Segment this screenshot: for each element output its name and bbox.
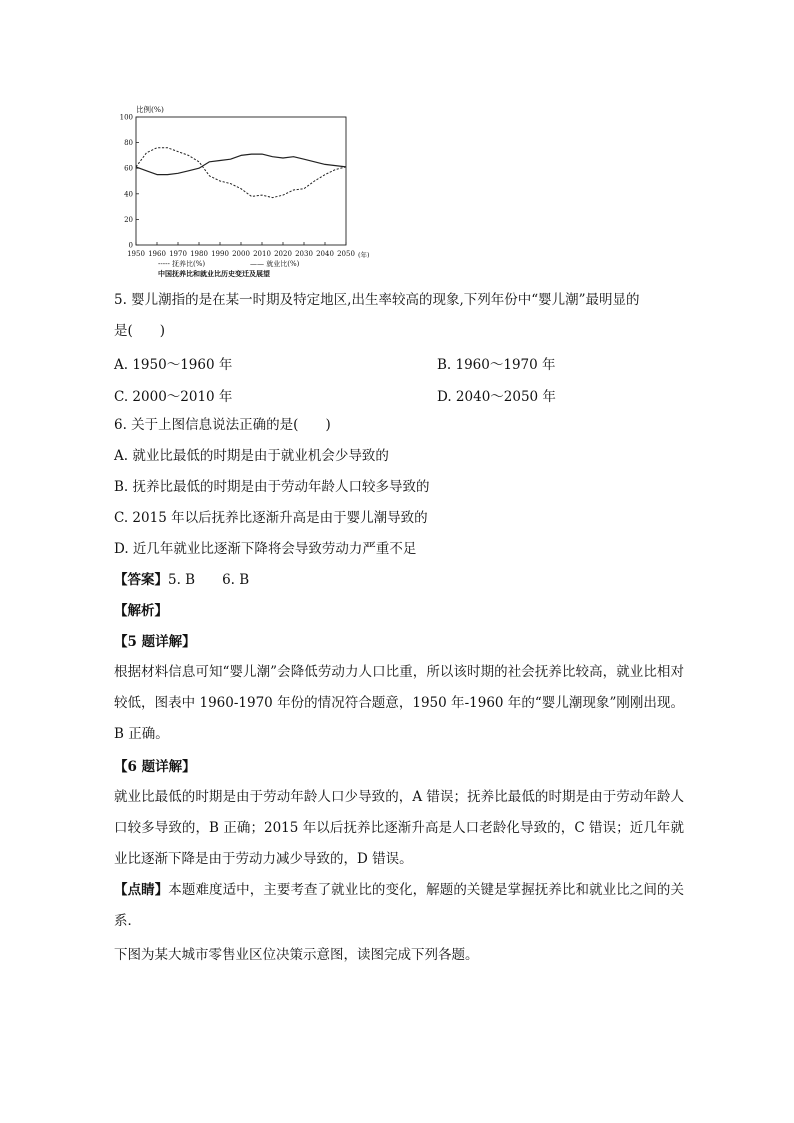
q6-option-c: C. 2015 年以后抚养比逐渐升高是由于婴儿潮导致的 — [114, 510, 428, 526]
x-tick-label: 1950 — [127, 250, 145, 258]
q6-stem: 6. 关于上图信息说法正确的是( ) — [114, 417, 331, 433]
legend-dependency: ----- 抚养比(%) — [158, 260, 206, 268]
q6-detail-text: 就业比最低的时期是由于劳动年龄人口少导致的，A 错误；抚养比最低的时期是由于劳动年龄人口较多导致的，B 正确；2015 年以后抚养比逐渐升高是人口老龄化导致的，C 错误；近几年就业比逐渐下降是由于劳动力减少导致的，D 错误。 — [114, 789, 684, 867]
x-tick-label: 2040 — [316, 250, 334, 258]
answer-line — [114, 571, 249, 589]
y-tick-label: 40 — [124, 190, 133, 199]
tick-labels — [120, 114, 355, 259]
x-tick-label: 1960 — [148, 250, 166, 258]
x-tick-label: 1990 — [211, 250, 229, 258]
employment-ratio-line — [136, 154, 346, 175]
y-tick-label: 60 — [124, 164, 133, 173]
x-tick-label: 2010 — [253, 250, 271, 258]
q5-option-b: B. 1960～1970 年 — [437, 357, 556, 373]
x-axis-unit: (年) — [358, 251, 370, 259]
tip-text: 本题难度适中，主要考查了就业比的变化，解题的关键是掌握抚养比和就业比之间的关系． — [114, 882, 685, 929]
answer-text: 5. B 6. B — [168, 572, 250, 588]
q5-stem-line2: 是( ) — [114, 323, 166, 339]
q6-option-a: A. 就业比最低的时期是由于就业机会少导致的 — [114, 448, 389, 464]
y-tick-label: 100 — [119, 113, 133, 122]
x-tick-label: 1970 — [169, 250, 187, 258]
q6-option-b: B. 抚养比最低的时期是由于劳动年龄人口较多导致的 — [114, 479, 430, 495]
tip-label: 【点睛】 — [114, 882, 169, 898]
dependency-employment-chart — [108, 100, 368, 282]
y-tick-label: 80 — [124, 139, 133, 148]
chart-title: 中国抚养比和就业比历史变迁及展望 — [158, 269, 270, 278]
q5-stem-line1: 5. 婴儿潮指的是在某一时期及特定地区,出生率较高的现象,下列年份中“婴儿潮”最明显的 — [114, 292, 640, 308]
q6-detail-label: 【6 题详解】 — [114, 759, 196, 775]
q5-option-c: C. 2000～2010 年 — [114, 389, 233, 405]
q6-option-d: D. 近几年就业比逐渐下降将会导致劳动力严重不足 — [114, 541, 417, 557]
line-chart-svg — [108, 100, 368, 282]
y-tick-label: 20 — [124, 215, 133, 224]
q5-detail-text: 根据材料信息可知“婴儿潮”会降低劳动力人口比重，所以该时期的社会抚养比较高，就业比相对较低，图表中 1960-1970 年份的情况符合题意，1950 年-1960 年的“婴儿潮现象”刚刚出现。B 正确。 — [114, 664, 684, 742]
q5-option-a: A. 1950～1960 年 — [114, 357, 233, 373]
y-axis-label: 比例(%) — [136, 105, 164, 114]
x-tick-label: 1980 — [190, 250, 208, 258]
analysis-label: 【解析】 — [114, 603, 168, 619]
x-tick-label: 2050 — [337, 250, 355, 258]
q5-detail-label: 【5 题详解】 — [114, 634, 196, 650]
x-tick-label: 2020 — [274, 250, 292, 258]
answer-label: 【答案】 — [114, 572, 168, 588]
series-lines — [136, 148, 346, 198]
tip-paragraph — [114, 875, 684, 937]
next-section-intro: 下图为某大城市零售业区位决策示意图，读图完成下列各题。 — [114, 947, 479, 963]
x-tick-label: 2000 — [232, 250, 250, 258]
y-tick-label: 0 — [128, 241, 133, 250]
legend-employment: —— 就业比(%) — [250, 260, 300, 268]
x-tick-label: 2030 — [295, 250, 313, 258]
q5-option-d: D. 2040～2050 年 — [437, 389, 556, 405]
